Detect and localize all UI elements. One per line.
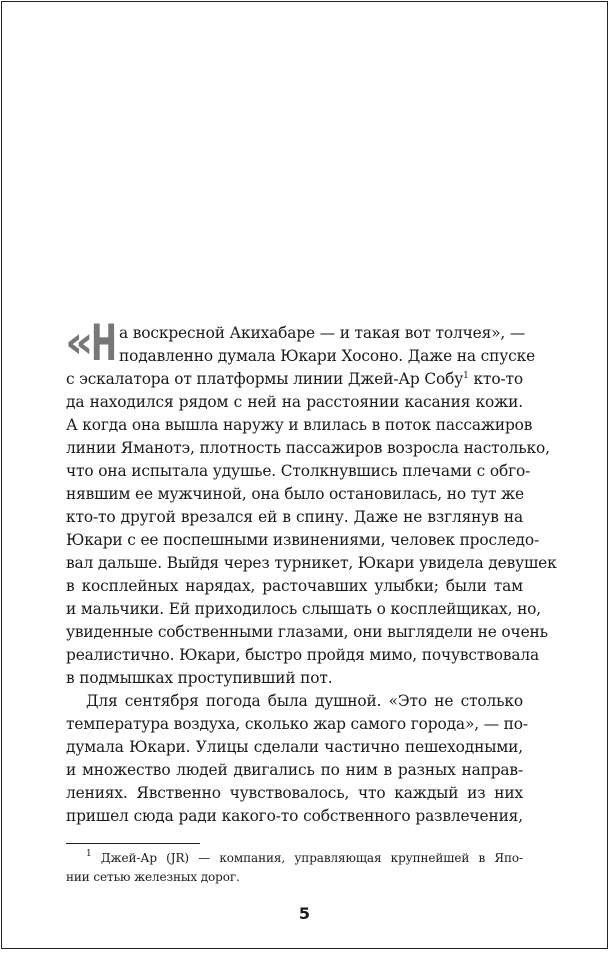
text-line: что она испытала удушье. Столкнувшись плечами с обго- bbox=[66, 462, 531, 480]
footnote-reference[interactable]: 1 bbox=[463, 371, 469, 381]
drop-cap-letter: Н bbox=[91, 314, 117, 372]
text-line: и множество людей двигались по ним в разных направ- bbox=[66, 761, 523, 779]
text-line: температура воздуха, сколько жар самого города», — по- bbox=[66, 715, 528, 733]
text-line bbox=[66, 368, 523, 391]
footnote-line: нии сетью железных дорог. bbox=[66, 870, 240, 884]
text-line: в косплейных нарядах, расточавших улыбки; были там bbox=[66, 577, 523, 595]
text-line-part: с эскалатора от платформы линии Джей-Ар Собу bbox=[66, 370, 464, 388]
text-line: Для сентября погода была душной. «Это не столько bbox=[86, 692, 523, 710]
footnote-number: 1 bbox=[86, 849, 92, 859]
book-page bbox=[1, 1, 608, 949]
footnote bbox=[66, 849, 523, 887]
text-line: нявшим ее мужчиной, она было остановилась, но тут же bbox=[66, 485, 525, 503]
text-line: а воскресной Акихабаре — и такая вот толчея», — bbox=[119, 324, 526, 342]
text-line: кто-то другой врезался ей в спину. Даже не взглянув на bbox=[66, 508, 523, 526]
text-line: вал дальше. Выйдя через турникет, Юкари увидела девушек bbox=[66, 554, 557, 572]
paragraph-2 bbox=[66, 690, 528, 828]
text-line: Юкари с ее поспешными извинениями, человек проследо- bbox=[66, 531, 540, 549]
text-line: реалистично. Юкари, быстро пройдя мимо, почувствовала bbox=[66, 646, 540, 664]
text-line: линии Яманотэ, плотность пассажиров возросла настолько, bbox=[66, 439, 550, 457]
drop-cap-quote: « bbox=[65, 317, 94, 368]
main-text bbox=[65, 314, 557, 828]
text-line: увиденные собственными глазами, они выглядели не очень bbox=[66, 623, 548, 641]
text-line: подавленно думала Юкари Хосоно. Даже на спуске bbox=[119, 347, 536, 365]
footnote-divider bbox=[66, 843, 200, 844]
page-number: 5 bbox=[298, 904, 311, 923]
paragraph-1 bbox=[65, 317, 557, 690]
text-line: А когда она вышла наружу и влилась в поток пассажиров bbox=[66, 416, 533, 434]
footnote-text: Джей-Ар (JR) — компания, управляющая крупнейшей в Япо- bbox=[91, 851, 523, 865]
text-line: и мальчики. Ей приходилось слышать о косплейщиках, но, bbox=[66, 600, 542, 618]
drop-cap bbox=[65, 314, 117, 372]
text-line: думала Юкари. Улицы сделали частично пешеходными, bbox=[66, 738, 523, 756]
text-line: да находился рядом с ней на расстоянии касания кожи. bbox=[66, 393, 523, 411]
text-line: лениях. Явственно чувствовалось, что каждый из них bbox=[66, 784, 523, 802]
text-line: пришел сюда ради какого-то собственного развлечения, bbox=[66, 807, 523, 825]
text-line: в подмышках проступивший пот. bbox=[66, 669, 333, 687]
text-line-part: кто-то bbox=[468, 370, 523, 388]
footnote-line bbox=[66, 849, 523, 868]
